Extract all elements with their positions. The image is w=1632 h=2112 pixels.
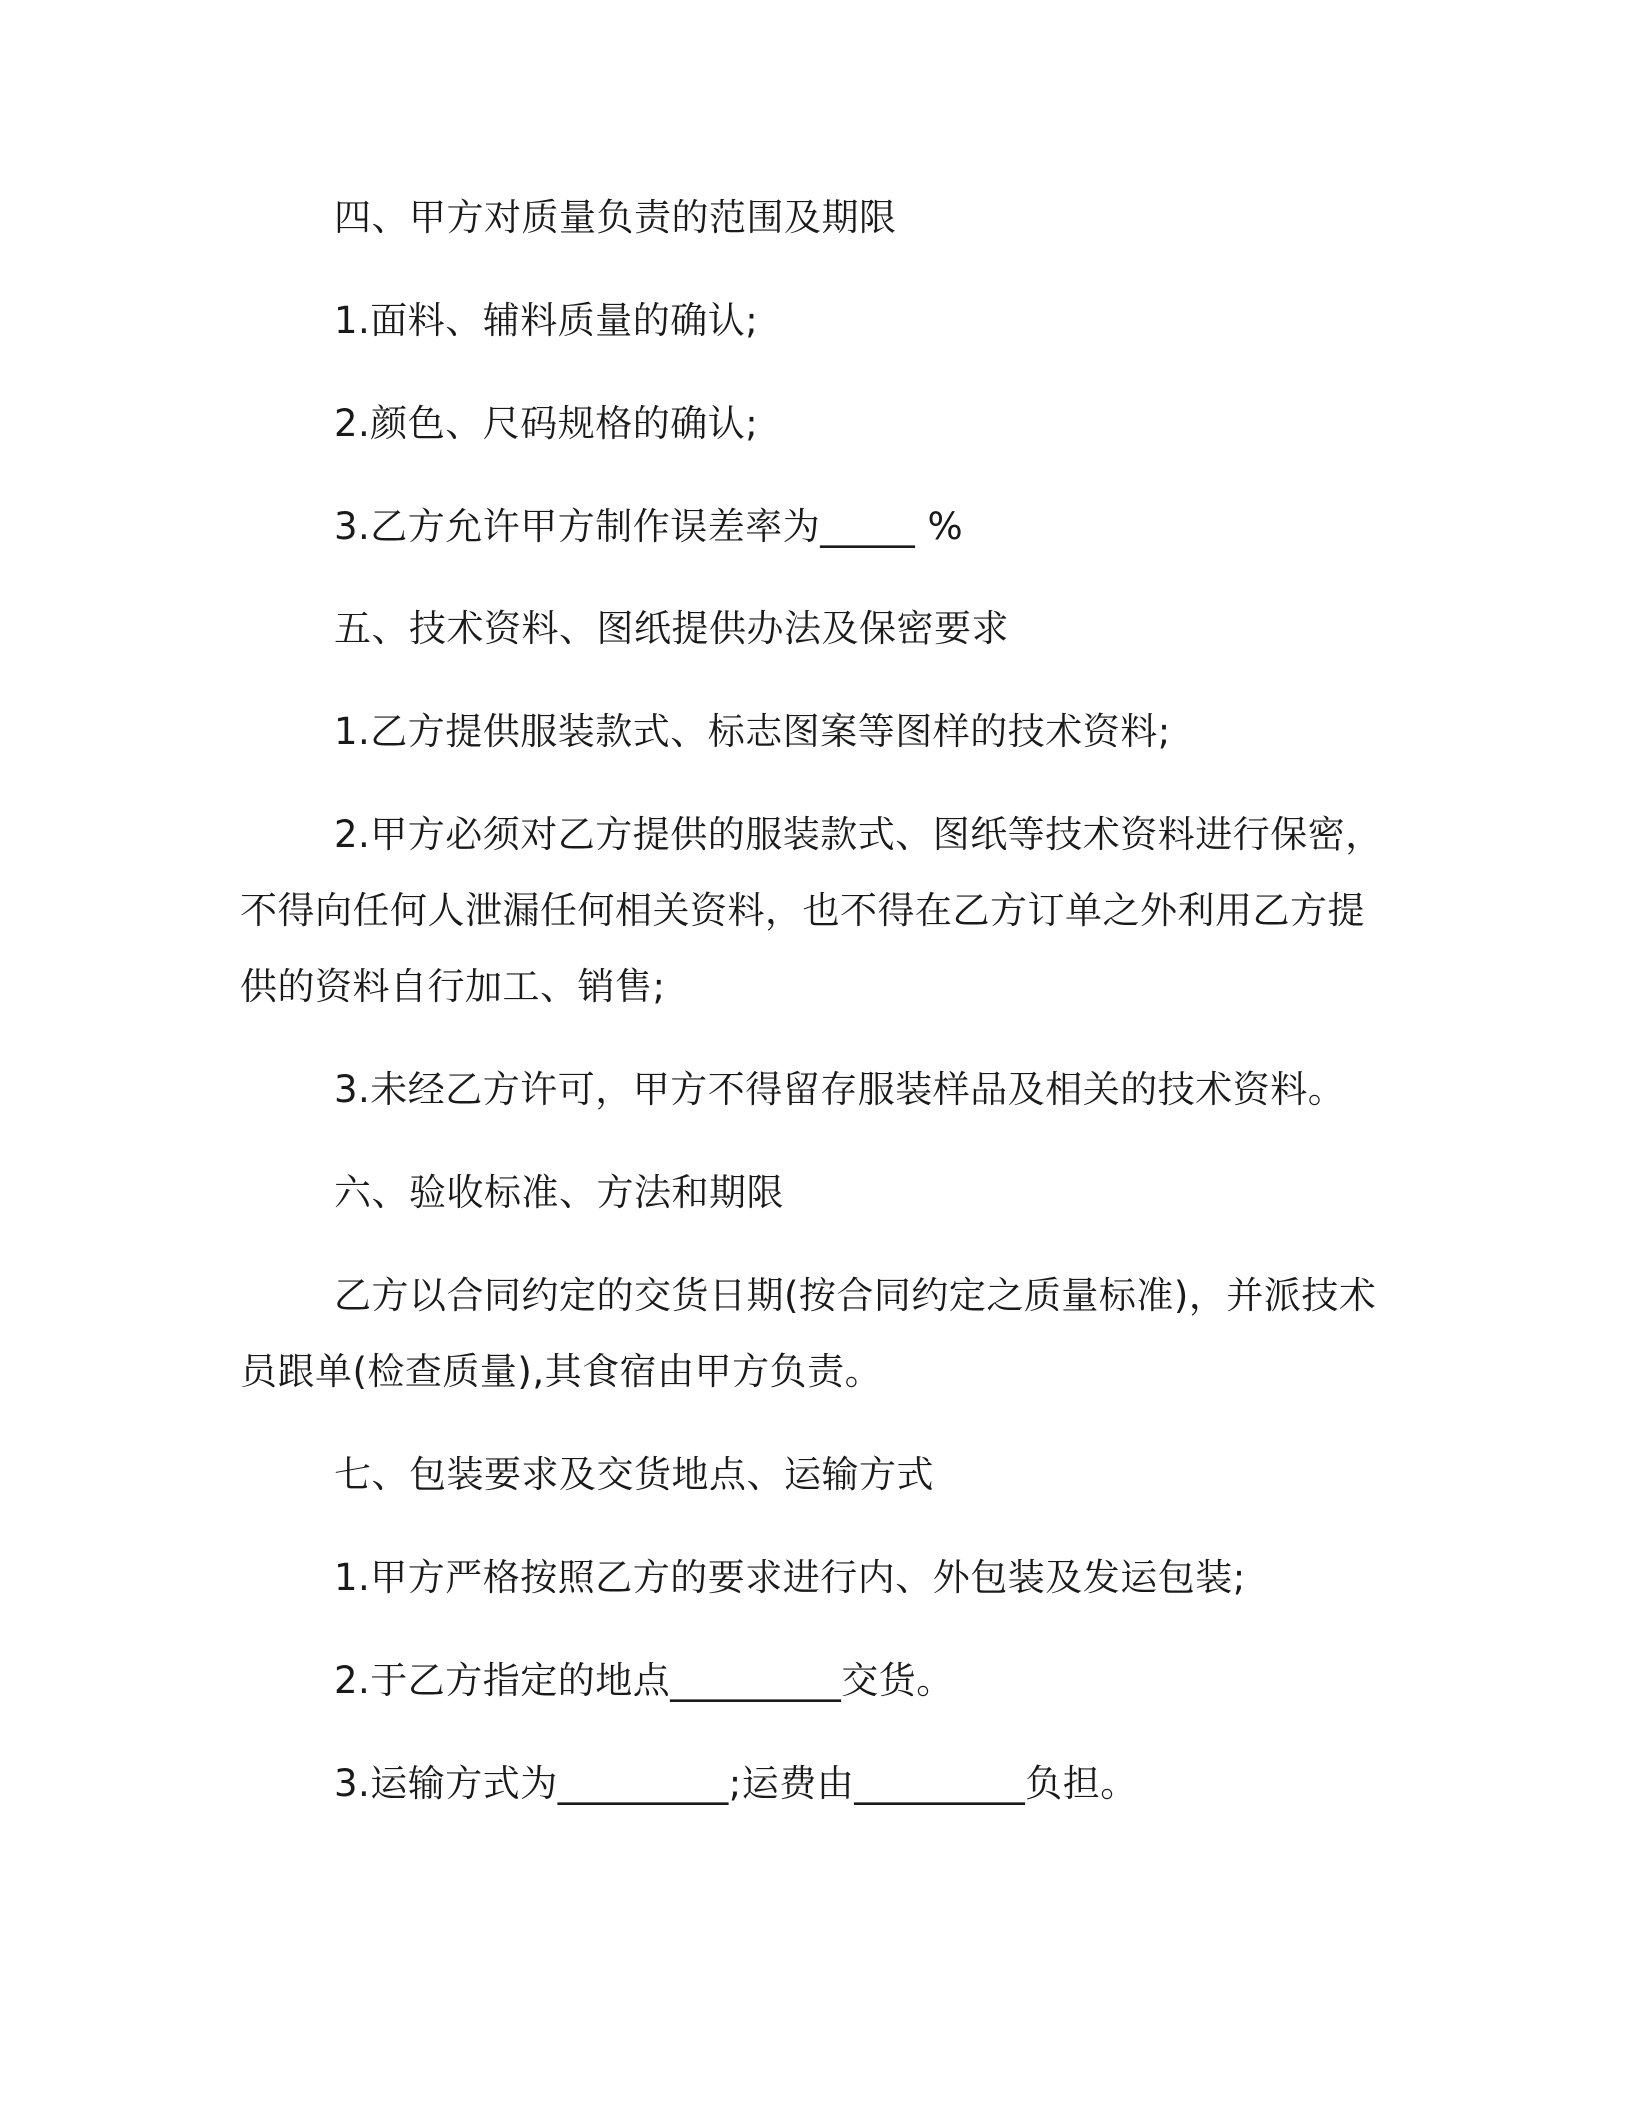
section-heading-4: 四、甲方对质量负责的范围及期限 bbox=[334, 196, 897, 239]
clause-7-3: 3.运输方式为_________;运费由_________负担。 bbox=[334, 1762, 1138, 1805]
section-heading-6: 六、验收标准、方法和期限 bbox=[334, 1171, 784, 1214]
clause-4-2: 2.颜色、尺码规格的确认; bbox=[334, 402, 759, 445]
clause-6-line-2: 员跟单(检查质量),其食宿由甲方负责。 bbox=[240, 1350, 883, 1393]
clause-5-2-line-1: 2.甲方必须对乙方提供的服装款式、图纸等技术资料进行保密， bbox=[334, 813, 1383, 856]
clause-4-1: 1.面料、辅料质量的确认; bbox=[334, 299, 759, 342]
clause-5-2-line-2: 不得向任何人泄漏任何相关资料，也不得在乙方订单之外利用乙方提 bbox=[240, 889, 1365, 932]
section-heading-7: 七、包装要求及交货地点、运输方式 bbox=[334, 1453, 934, 1496]
clause-6-line-1: 乙方以合同约定的交货日期(按合同约定之质量标准)，并派技术 bbox=[334, 1274, 1377, 1317]
clause-5-1: 1.乙方提供服装款式、标志图案等图样的技术资料; bbox=[334, 710, 1171, 753]
clause-4-3: 3.乙方允许甲方制作误差率为_____ % bbox=[334, 505, 964, 548]
clause-7-1: 1.甲方严格按照乙方的要求进行内、外包装及发运包装; bbox=[334, 1556, 1246, 1599]
clause-7-2: 2.于乙方指定的地点_________交货。 bbox=[334, 1659, 954, 1702]
clause-5-3: 3.未经乙方许可，甲方不得留存服装样品及相关的技术资料。 bbox=[334, 1068, 1346, 1111]
clause-5-2-line-3: 供的资料自行加工、销售; bbox=[240, 965, 666, 1008]
section-heading-5: 五、技术资料、图纸提供办法及保密要求 bbox=[334, 607, 1009, 650]
